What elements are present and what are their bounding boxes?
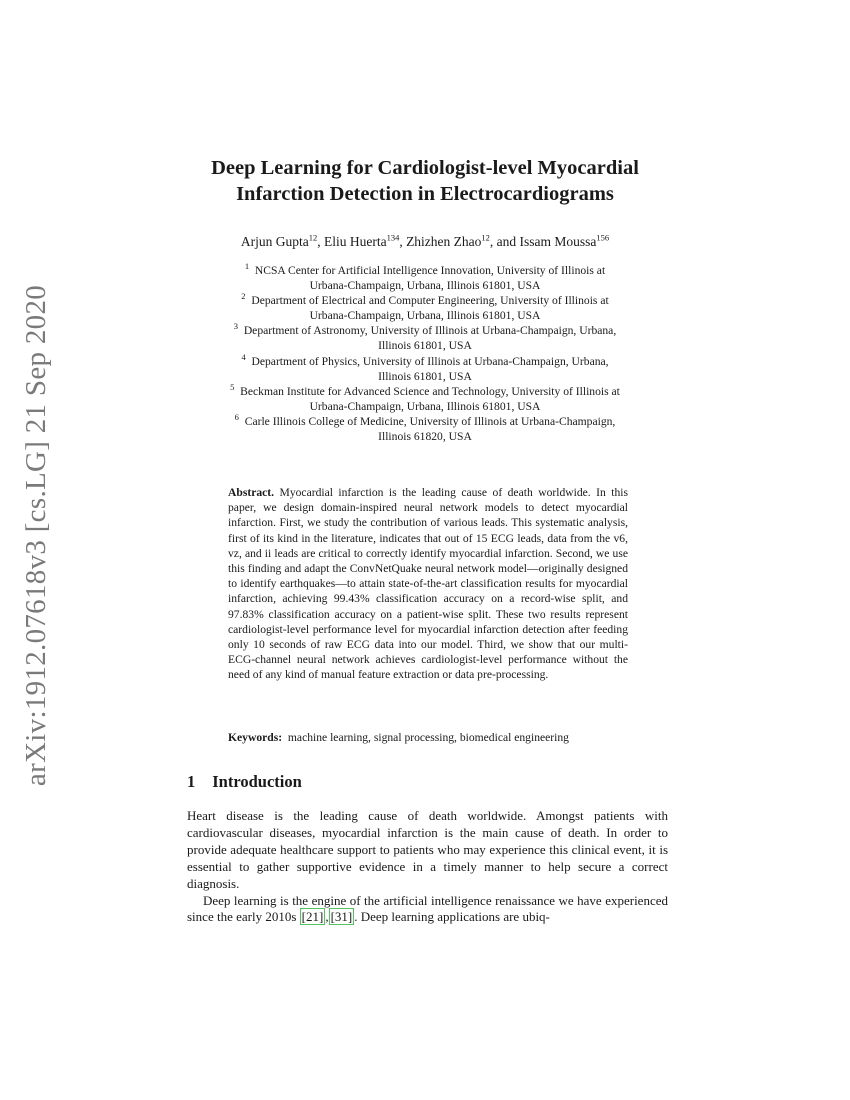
abstract-text: Myocardial infarction is the leading cause of death worldwide. In this paper, we design domain-inspired neural network models to detect myocardial infarction. First, we study the contribution of various leads. This systematic analysis, first of its kind in the literature, indicates that out of 15 ECG leads, data from the v6, vz, and ii leads are critical to correctly identify myocardial infarction. Second, we use this finding and adapt the ConvNetQuake neural network model—originally designed to identify earthquakes—to attain state-of-the-art classification results for myocardial infarction, achieving 99.43% classification accuracy on a record-wise split, and 97.83% classification accuracy on a patient-wise split. These two results represent cardiologist-level performance level for myocardial infarction detection after feeding only 10 seconds of raw ECG data into our model. Third, we show that our multi-ECG-channel neural network achieves cardiologist-level performance without the need of any kind of manual feature extraction or data pre-processing. bbox=[228, 486, 628, 682]
author: Eliu Huerta$^{134}$ bbox=[323, 232, 400, 249]
keywords-text: machine learning, signal processing, biomedical engineering bbox=[287, 731, 569, 744]
title-line-2: Infarction Detection in Electrocardiograms bbox=[236, 183, 614, 205]
author-list: Arjun Gupta$^{12}$, Eliu Huerta$^{134}$, Zhizhen Zhao$^{12}$, and Issam Moussa$^{156}$ bbox=[240, 232, 610, 249]
paragraph: Heart disease is the leading cause of death worldwide. Amongst patients with cardiovascular diseases, myocardial infarction is the main cause of death. In order to provide adequate healthcare support to patients who may experience this clinical event, it is essential to gather supportive evidence in a timely manner to help secure a correct diagnosis. bbox=[187, 808, 668, 891]
author: Arjun Gupta$^{12}$ bbox=[240, 232, 318, 249]
author: Issam Moussa$^{156}$ bbox=[519, 232, 610, 249]
introduction-body bbox=[187, 808, 668, 926]
affiliation: $^3$ Department of Astronomy, University of Illinois at Urbana-Champaign, Urbana, Illinois 61801, USA bbox=[233, 321, 617, 353]
affiliation: $^5$ Beckman Institute for Advanced Science and Technology, University of Illinois at Urbana-Champaign, Urbana, Illinois 61801, USA bbox=[230, 381, 620, 413]
keywords bbox=[228, 730, 638, 745]
section-heading bbox=[187, 772, 302, 792]
title-line-1: Deep Learning for Cardiologist-level Myocardial bbox=[211, 157, 639, 179]
paragraph: Deep learning is the engine of the artificial intelligence renaissance we have experienced since the early 2010s [21] , [31] . Deep learning applications are ubiq- bbox=[187, 892, 668, 925]
affiliation: $^1$ NCSA Center for Artificial Intelligence Innovation, University of Illinois at Urbana-Champaign, Urbana, Illinois 61801, USA bbox=[244, 261, 606, 293]
section-title: Introduction bbox=[212, 772, 302, 791]
arxiv-stamp bbox=[14, 284, 60, 786]
arxiv-identifier: arXiv:1912.07618v3 [cs.LG] 21 Sep 2020 bbox=[20, 284, 53, 786]
abstract bbox=[228, 485, 628, 683]
section-number: 1 bbox=[187, 772, 196, 791]
citation-link[interactable]: [31] bbox=[330, 909, 353, 925]
affiliation: $^4$ Department of Physics, University of Illinois at Urbana-Champaign, Urbana, Illinois 61801, USA bbox=[241, 351, 609, 383]
keywords-label: Keywords: bbox=[228, 731, 283, 744]
affiliation: $^6$ Carle Illinois College of Medicine, University of Illinois at Urbana-Champaign, Illinois 61820, USA bbox=[234, 412, 616, 444]
paper-title bbox=[170, 155, 680, 207]
affiliation: $^2$ Department of Electrical and Computer Engineering, University of Illinois at Urbana-Champaign, Urbana, Illinois 61801, USA bbox=[241, 291, 609, 323]
author: Zhizhen Zhao$^{12}$ bbox=[406, 232, 490, 249]
abstract-label: Abstract. bbox=[228, 486, 275, 499]
citation-link[interactable]: [21] bbox=[301, 909, 324, 925]
affiliation-list bbox=[185, 263, 665, 444]
